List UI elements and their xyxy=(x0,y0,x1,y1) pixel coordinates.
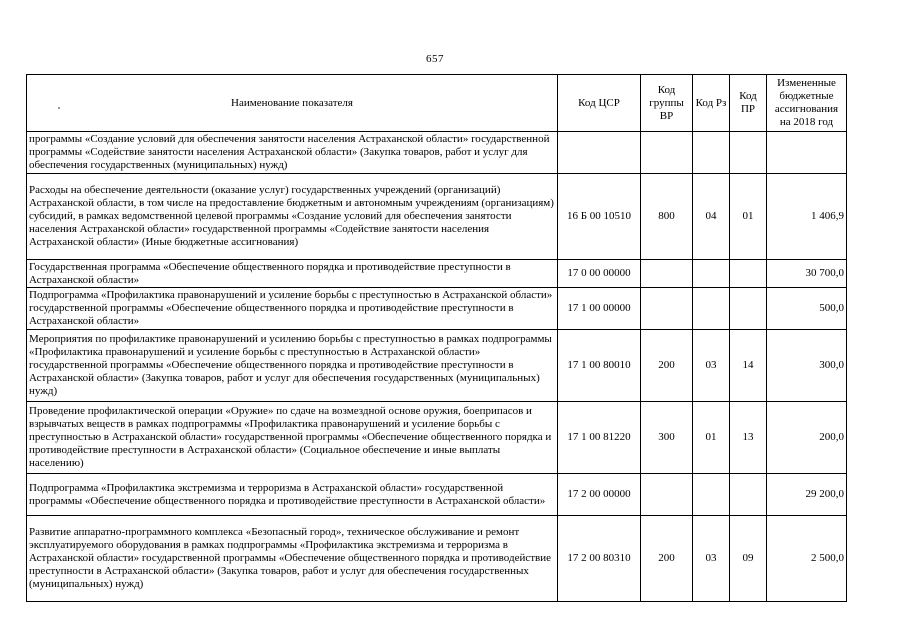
column-header-amount: Измененные бюджетные ассигнования на 2018 год xyxy=(767,75,847,132)
column-header-vr: Код группы ВР xyxy=(641,75,693,132)
table-row xyxy=(27,474,847,516)
row-rz xyxy=(693,132,730,174)
row-pr: 13 xyxy=(730,402,767,474)
row-csr: 17 1 00 80010 xyxy=(558,330,641,402)
table-row xyxy=(27,402,847,474)
table-row xyxy=(27,288,847,330)
column-header-rz: Код Рз xyxy=(693,75,730,132)
column-header-name: Наименование показателя xyxy=(27,75,558,132)
row-name: Развитие аппаратно-программного комплекса «Безопасный город», техническое обслуживание и ремонт эксплуатируемого оборудования в рамках подпрограммы «Профилактика экстремизма и терроризма в Астраханской области» государственной программы «Обеспечение общественного порядка и противодействие преступности в Астраханской области» (Закупка товаров, работ и услуг для обеспечения государственных (муниципальных) нужд) xyxy=(27,516,558,602)
row-vr: 300 xyxy=(641,402,693,474)
row-vr xyxy=(641,474,693,516)
row-pr xyxy=(730,288,767,330)
row-vr: 200 xyxy=(641,330,693,402)
row-rz: 03 xyxy=(693,330,730,402)
row-amount: 300,0 xyxy=(767,330,847,402)
row-pr xyxy=(730,132,767,174)
row-name: Расходы на обеспечение деятельности (оказание услуг) государственных учреждений (организаций) Астраханской области, в том числе на предоставление бюджетным и автономным учреждениям (организациям) субсидий, в рамках ведомственной целевой программы «Создание условий для обеспечения занятости населения Астраханской области» государственной программы «Содействие занятости населения Астраханской области» (Иные бюджетные ассигнования) xyxy=(27,174,558,260)
row-amount: 29 200,0 xyxy=(767,474,847,516)
row-rz: 03 xyxy=(693,516,730,602)
page-number: 657 xyxy=(426,53,444,65)
row-csr: 17 1 00 81220 xyxy=(558,402,641,474)
row-amount: 200,0 xyxy=(767,402,847,474)
row-vr: 800 xyxy=(641,174,693,260)
row-csr: 17 2 00 80310 xyxy=(558,516,641,602)
row-amount: 500,0 xyxy=(767,288,847,330)
column-header-csr: Код ЦСР xyxy=(558,75,641,132)
row-name: Проведение профилактической операции «Оружие» по сдаче на возмездной основе оружия, боеприпасов и взрывчатых веществ в рамках подпрограммы «Профилактика правонарушений и усиление борьбы с преступностью в Астраханской области» государственной программы «Обеспечение общественного порядка и противодействие преступности в Астраханской области» (Социальное обеспечение и иные выплаты населению) xyxy=(27,402,558,474)
row-pr xyxy=(730,474,767,516)
row-csr: 17 0 00 00000 xyxy=(558,260,641,288)
row-rz xyxy=(693,260,730,288)
row-pr xyxy=(730,260,767,288)
row-vr: 200 xyxy=(641,516,693,602)
row-rz: 04 xyxy=(693,174,730,260)
table-row xyxy=(27,330,847,402)
row-pr: 14 xyxy=(730,330,767,402)
table-row xyxy=(27,260,847,288)
row-pr: 09 xyxy=(730,516,767,602)
row-name: программы «Создание условий для обеспечения занятости населения Астраханской области» государственной программы «Содействие занятости населения Астраханской области» (Закупка товаров, работ и услуг для обеспечения государственных (муниципальных) нужд) xyxy=(27,132,558,174)
row-name: Подпрограмма «Профилактика правонарушений и усиление борьбы с преступностью в Астраханской области» государственной программы «Обеспечение общественного порядка и противодействие преступности в Астраханской области» xyxy=(27,288,558,330)
row-name: Мероприятия по профилактике правонарушений и усилению борьбы с преступностью в рамках подпрограммы «Профилактика правонарушений и усиление борьбы с преступностью в Астраханской области» государственной программы «Обеспечение общественного порядка и противодействие преступности в Астраханской области» (Закупка товаров, работ и услуг для обеспечения государственных (муниципальных) нужд) xyxy=(27,330,558,402)
row-csr xyxy=(558,132,641,174)
row-csr: 17 2 00 00000 xyxy=(558,474,641,516)
budget-table xyxy=(26,74,847,602)
row-rz: 01 xyxy=(693,402,730,474)
row-vr xyxy=(641,132,693,174)
row-pr: 01 xyxy=(730,174,767,260)
row-amount xyxy=(767,132,847,174)
row-amount: 1 406,9 xyxy=(767,174,847,260)
row-amount: 30 700,0 xyxy=(767,260,847,288)
row-rz xyxy=(693,288,730,330)
column-header-pr: Код ПР xyxy=(730,75,767,132)
row-amount: 2 500,0 xyxy=(767,516,847,602)
table-row xyxy=(27,174,847,260)
row-vr xyxy=(641,288,693,330)
row-csr: 16 Б 00 10510 xyxy=(558,174,641,260)
table-header-row xyxy=(27,75,847,132)
row-name: Подпрограмма «Профилактика экстремизма и терроризма в Астраханской области» государственной программы «Обеспечение общественного порядка и противодействие преступности в Астраханской области» xyxy=(27,474,558,516)
row-csr: 17 1 00 00000 xyxy=(558,288,641,330)
row-vr xyxy=(641,260,693,288)
table-row xyxy=(27,516,847,602)
row-rz xyxy=(693,474,730,516)
row-name: Государственная программа «Обеспечение общественного порядка и противодействие преступности в Астраханской области» xyxy=(27,260,558,288)
table-row xyxy=(27,132,847,174)
